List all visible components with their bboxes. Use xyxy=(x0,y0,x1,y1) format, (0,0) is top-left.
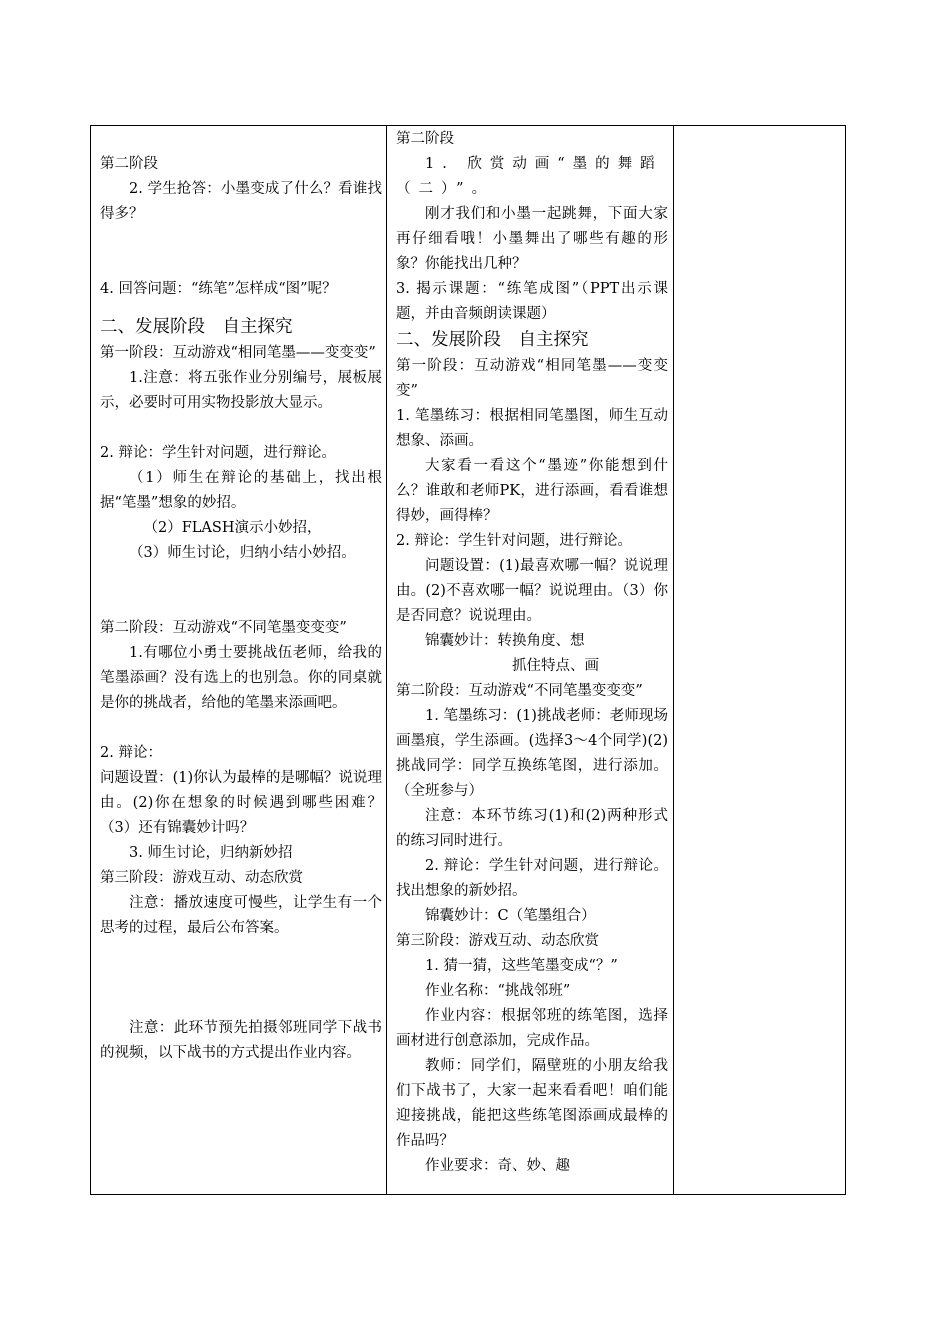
text-line: （1）师生在辩论的基础上，找出根据“笔墨”想象的妙招。 xyxy=(100,470,382,511)
text-line: 2. 辩论：学生针对问题，进行辩论。 xyxy=(100,445,336,461)
text-line: 2. 辩论： xyxy=(100,745,162,761)
text-line: 2. 辩论：学生针对问题，进行辩论。 xyxy=(396,533,632,549)
text-line: （2）FLASH演示小妙招， xyxy=(143,520,322,536)
text-line: 1. 欣赏动画“墨的舞蹈（二）”。 xyxy=(396,156,663,197)
text-line: 第二阶段：互动游戏“不同笔墨变变变” xyxy=(396,683,643,699)
text-line: 4. 回答问题：“练笔”怎样成“图”呢？ xyxy=(100,281,337,297)
text-line: 第二阶段 xyxy=(100,156,158,172)
text-line: 3. 师生讨论，归纳新妙招 xyxy=(129,845,293,861)
text-line: 第二阶段 xyxy=(396,131,454,147)
text-line: 注意：此环节预先拍摄邻班同学下战书的视频，以下战书的方式提出作业内容。 xyxy=(100,1020,382,1061)
text-line: 2. 辩论：学生针对问题，进行辩论。找出想象的新妙招。 xyxy=(396,858,668,899)
text-line: 作业名称：“挑战邻班” xyxy=(425,983,571,999)
middle-column xyxy=(396,127,668,1179)
text-line: 注意：播放速度可慢些，让学生有一个思考的过程，最后公布答案。 xyxy=(100,895,382,936)
text-line: 大家看一看这个“墨迹”你能想到什么？谁敢和老师PK，进行添画，看看谁想得妙，画得棒？ xyxy=(396,458,668,524)
text-line: 第二阶段：互动游戏“不同笔墨变变变” xyxy=(100,620,347,636)
column-divider xyxy=(386,126,387,1194)
text-line: 作业要求：奇、妙、趣 xyxy=(425,1158,570,1174)
text-line: 第三阶段：游戏互动、动态欣赏 xyxy=(100,870,303,886)
text-line: 注意：本环节练习(1)和(2)两种形式的练习同时进行。 xyxy=(396,808,668,849)
section-heading: 二、发展阶段 自主探究 xyxy=(100,317,293,337)
text-line: （3）师生讨论，归纳小结小妙招。 xyxy=(129,545,356,561)
text-line: 作业内容：根据邻班的练笔图，选择画材进行创意添加，完成作品。 xyxy=(396,1008,668,1049)
text-line: 第一阶段：互动游戏“相同笔墨——变变变” xyxy=(100,345,376,361)
section-heading: 二、发展阶段 自主探究 xyxy=(396,330,589,350)
text-line: 锦囊妙计：转换角度、想 xyxy=(425,633,585,649)
text-line: 2. 学生抢答：小墨变成了什么？看谁找得多？ xyxy=(100,181,382,222)
text-line: 教师：同学们，隔壁班的小朋友给我们下战书了，大家一起来看看吧！咱们能迎接挑战，能把这些练笔图添画成最棒的作品吗？ xyxy=(396,1058,668,1149)
column-divider xyxy=(673,126,674,1194)
text-line: 刚才我们和小墨一起跳舞，下面大家再仔细看哦！小墨舞出了哪些有趣的形象？你能找出几种？ xyxy=(396,206,668,272)
text-line: 抓住特点、画 xyxy=(512,658,599,674)
text-line: 第一阶段：互动游戏“相同笔墨——变变变” xyxy=(396,358,668,399)
text-line: 1. 猜一猜，这些笔墨变成“？” xyxy=(425,958,618,974)
text-line: 问题设置：(1)你认为最棒的是哪幅？说说理由。(2)你在想象的时候遇到哪些困难？（3）还有锦囊妙计吗？ xyxy=(100,770,382,836)
text-line: 3. 揭示课题：“练笔成图”（PPT出示课题，并由音频朗读课题） xyxy=(396,281,668,322)
text-line: 1.有哪位小勇士要挑战伍老师，给我的笔墨添画？没有选上的也别急。你的同桌就是你的挑战者，给他的笔墨来添画吧。 xyxy=(100,645,382,711)
text-line: 1.注意：将五张作业分别编号，展板展示，必要时可用实物投影放大显示。 xyxy=(100,370,382,411)
left-column xyxy=(100,152,382,1066)
text-line: 第三阶段：游戏互动、动态欣赏 xyxy=(396,933,599,949)
lesson-plan-table xyxy=(90,125,846,1195)
text-line: 1. 笔墨练习：(1)挑战老师：老师现场画墨痕，学生添画。(选择3～4个同学)(2)挑战同学：同学互换练笔图，进行添加。（全班参与） xyxy=(396,708,668,799)
text-line: 1. 笔墨练习：根据相同笔墨图，师生互动想象、添画。 xyxy=(396,408,668,449)
text-line: 问题设置：(1)最喜欢哪一幅？说说理由。(2)不喜欢哪一幅？说说理由。（3）你是否同意？说说理由。 xyxy=(396,558,668,624)
text-line: 锦囊妙计：C（笔墨组合） xyxy=(425,908,596,924)
